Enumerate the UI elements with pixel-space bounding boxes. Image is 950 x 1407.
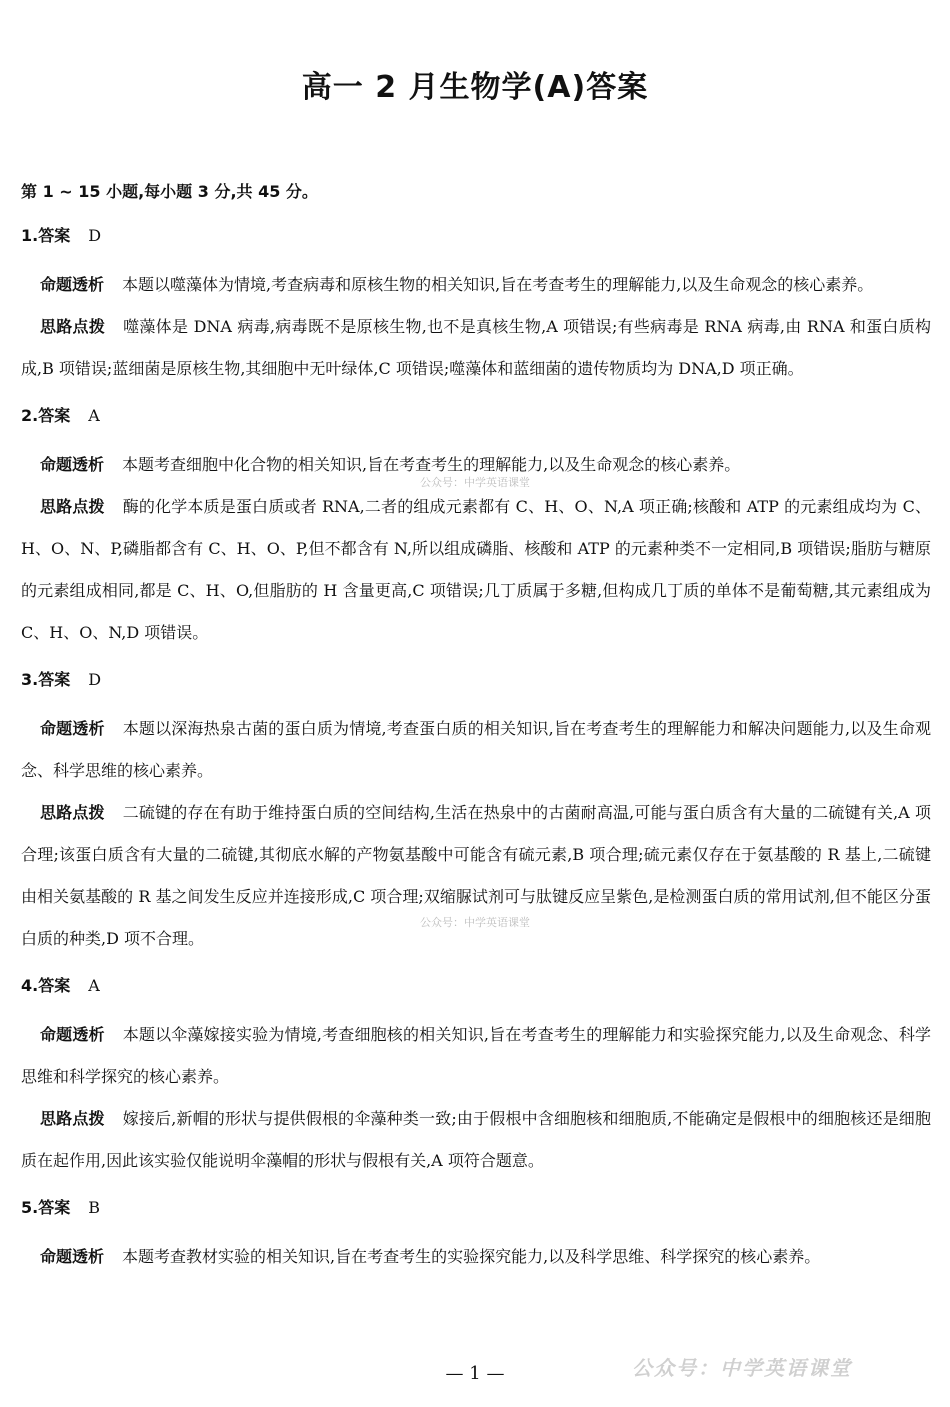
answer-letter: A (88, 976, 100, 995)
hint-label: 思路点拨 (40, 1109, 105, 1128)
answer-label: 答案 (38, 1198, 71, 1217)
analysis-paragraph (21, 1236, 931, 1278)
analysis-text: 本题考查教材实验的相关知识,旨在考查考生的实验探究能力,以及科学思维、科学探究的核心素养。 (122, 1247, 821, 1266)
analysis-text: 本题以伞藻嫁接实验为情境,考查细胞核的相关知识,旨在考查考生的理解能力和实验探究能力,以及生命观念、科学思维和科学探究的核心素养。 (21, 1025, 931, 1086)
answer-line (21, 222, 931, 250)
question-block (21, 402, 931, 654)
answer-line (21, 402, 931, 430)
page-number: — 1 — (445, 1363, 505, 1384)
analysis-paragraph (21, 264, 931, 306)
analysis-text: 本题以深海热泉古菌的蛋白质为情境,考查蛋白质的相关知识,旨在考查考生的理解能力和解决问题能力,以及生命观念、科学思维的核心素养。 (21, 719, 931, 780)
section-intro: 第 1 ~ 15 小题,每小题 3 分,共 45 分。 (21, 182, 318, 201)
question-block (21, 972, 931, 1182)
hint-paragraph (21, 792, 931, 960)
hint-text: 酶的化学本质是蛋白质或者 RNA,二者的组成元素都有 C、H、O、N,A 项正确;核酸和 ATP 的元素组成均为 C、H、O、N、P,磷脂都含有 C、H、O、P,但不都含有 N,所以组成磷脂、核酸和 ATP 的元素种类不一定相同,B 项错误;脂肪与糖原的元素组成相同,都是 C、H、O,但脂肪的 H 含量更高,C 项错误;几丁质属于多糖,但构成几丁质的单体不是葡萄糖,其元素组成为 C、H、O、N,D 项错误。 (21, 497, 931, 642)
page-title: 高一 2 月生物学(A)答案 (301, 70, 649, 105)
question-number: 5. (21, 1198, 39, 1217)
hint-label: 思路点拨 (40, 497, 105, 516)
hint-label: 思路点拨 (40, 803, 105, 822)
question-number: 2. (21, 406, 39, 425)
hint-paragraph (21, 486, 931, 654)
hint-text: 嫁接后,新帽的形状与提供假根的伞藻种类一致;由于假根中含细胞核和细胞质,不能确定是假根中的细胞核还是细胞质在起作用,因此该实验仅能说明伞藻帽的形状与假根有关,A 项符合题意。 (21, 1109, 931, 1170)
question-block (21, 1194, 931, 1278)
analysis-paragraph (21, 444, 931, 486)
analysis-label: 命题透析 (40, 1247, 105, 1266)
analysis-label: 命题透析 (40, 1025, 105, 1044)
watermark-text: 公众号：中学英语课堂 (420, 476, 530, 489)
analysis-label: 命题透析 (40, 719, 105, 738)
analysis-paragraph (21, 708, 931, 792)
question-block (21, 666, 931, 960)
answer-letter: D (88, 670, 102, 689)
answer-content (21, 178, 931, 1290)
analysis-text: 本题以噬藻体为情境,考查病毒和原核生物的相关知识,旨在考查考生的理解能力,以及生命观念的核心素养。 (122, 275, 874, 294)
hint-text: 噬藻体是 DNA 病毒,病毒既不是原核生物,也不是真核生物,A 项错误;有些病毒是 RNA 病毒,由 RNA 和蛋白质构成,B 项错误;蓝细菌是原核生物,其细胞中无叶绿体,C 项错误;噬藻体和蓝细菌的遗传物质均为 DNA,D 项正确。 (21, 317, 931, 378)
answer-label: 答案 (38, 226, 71, 245)
question-block (21, 222, 931, 390)
answer-line (21, 972, 931, 1000)
hint-paragraph (21, 306, 931, 390)
answer-label: 答案 (38, 976, 71, 995)
answer-label: 答案 (38, 406, 71, 425)
watermark-text: 公众号：中学英语课堂 (420, 916, 530, 929)
question-number: 4. (21, 976, 39, 995)
analysis-text: 本题考查细胞中化合物的相关知识,旨在考查考生的理解能力,以及生命观念的核心素养。 (122, 455, 741, 474)
answer-label: 答案 (38, 670, 71, 689)
question-number: 3. (21, 670, 39, 689)
answer-letter: A (88, 406, 100, 425)
hint-text: 二硫键的存在有助于维持蛋白质的空间结构,生活在热泉中的古菌耐高温,可能与蛋白质含有大量的二硫键有关,A 项合理;该蛋白质含有大量的二硫键,其彻底水解的产物氨基酸中可能含有硫元素,B 项合理;硫元素仅存在于氨基酸的 R 基上,二硫键由相关氨基酸的 R 基之间发生反应并连接形成,C 项合理;双缩脲试剂可与肽键反应呈紫色,是检测蛋白质的常用试剂,但不能区分蛋白质的种类,D 项不合理。 (21, 803, 931, 948)
analysis-label: 命题透析 (40, 455, 105, 474)
answer-letter: D (88, 226, 102, 245)
analysis-paragraph (21, 1014, 931, 1098)
answer-letter: B (88, 1198, 100, 1217)
question-number: 1. (21, 226, 39, 245)
footer-watermark: 公众号：中学英语课堂 (632, 1356, 852, 1380)
answer-line (21, 666, 931, 694)
analysis-label: 命题透析 (40, 275, 105, 294)
answer-line (21, 1194, 931, 1222)
hint-paragraph (21, 1098, 931, 1182)
hint-label: 思路点拨 (40, 317, 106, 336)
